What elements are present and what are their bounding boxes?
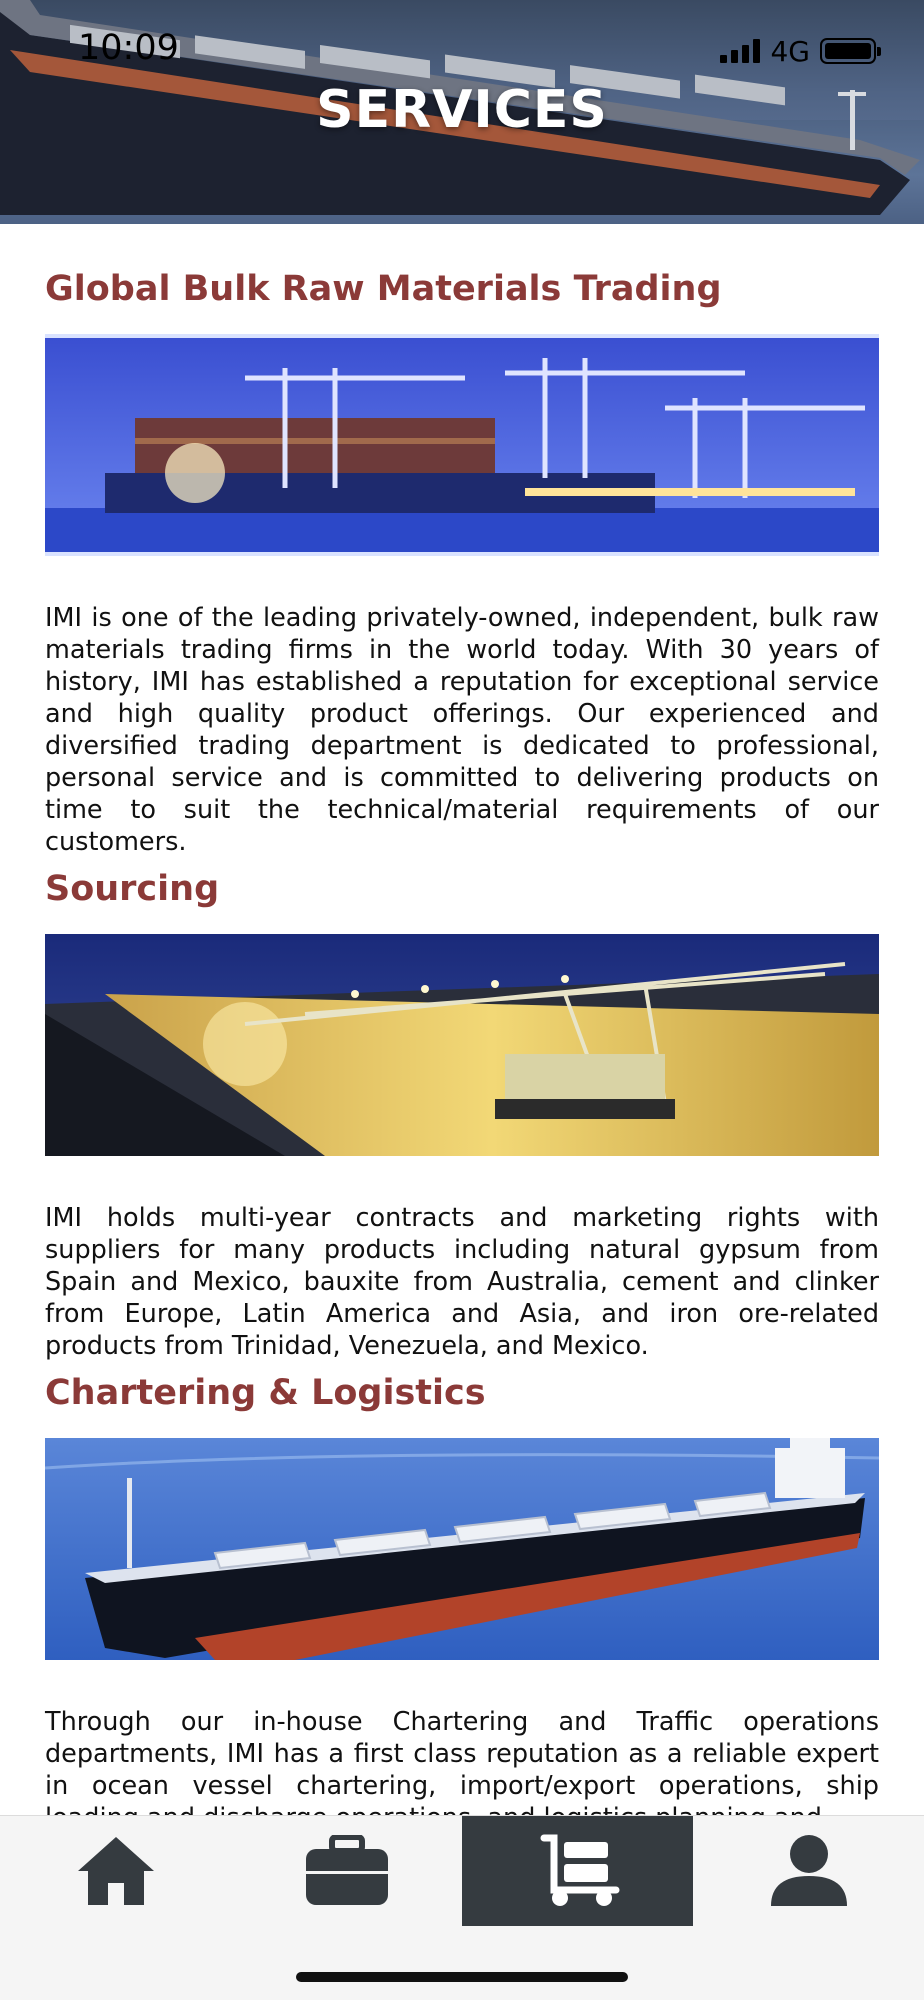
user-icon <box>769 1834 849 1908</box>
network-label: 4G <box>770 34 810 68</box>
header-banner <box>0 0 924 224</box>
section-text: IMI holds multi-year contracts and marketing rights with suppliers for many products including natural gypsum from Spain and Mexico, bauxite from Australia, cement and clinker from Europe, Latin America and Asia, and iron ore-related products from Trinidad, Venezuela, and Mexico. <box>45 1203 879 1361</box>
dolly-icon <box>536 1834 620 1908</box>
home-indicator[interactable] <box>296 1972 628 1982</box>
section-title: Chartering & Logistics <box>45 1373 486 1413</box>
battery-icon <box>820 38 876 64</box>
status-time: 10:09 <box>78 28 179 68</box>
briefcase-icon <box>304 1835 390 1907</box>
section-sourcing <box>45 868 879 1362</box>
tab-profile[interactable] <box>693 1816 924 1926</box>
tab-home[interactable] <box>0 1816 231 1926</box>
section-title: Sourcing <box>45 869 220 909</box>
page-title: SERVICES <box>316 80 608 140</box>
section-title: Global Bulk Raw Materials Trading <box>45 269 722 309</box>
signal-icon <box>720 39 760 63</box>
section-chartering <box>45 1372 879 1834</box>
section-text: Through our in-house Chartering and Traffic operations departments, IMI has a first class reputation as a reliable expert in ocean vessel chartering, import/export operations, ship <box>45 1707 879 1801</box>
tab-logistics[interactable] <box>462 1816 693 1926</box>
section-text: IMI is one of the leading privately-owned, independent, bulk raw materials trading firms in the world today. With 30 years of history, IMI has established a reputation for exceptional service and high quality product offerings. Our experienced and diversified trading department is dedicated to professional, personal service and is committed to delivering products on time to suit the technical/material requirements of our customers. <box>45 603 879 857</box>
bulk-carrier-photo <box>45 1438 879 1660</box>
port-cranes-photo <box>45 334 879 556</box>
services-content <box>45 224 879 1834</box>
home-icon <box>76 1835 156 1907</box>
tab-services[interactable] <box>231 1816 462 1926</box>
section-trading <box>45 268 879 858</box>
mining-excavator-photo <box>45 934 879 1156</box>
status-indicators <box>720 36 876 66</box>
